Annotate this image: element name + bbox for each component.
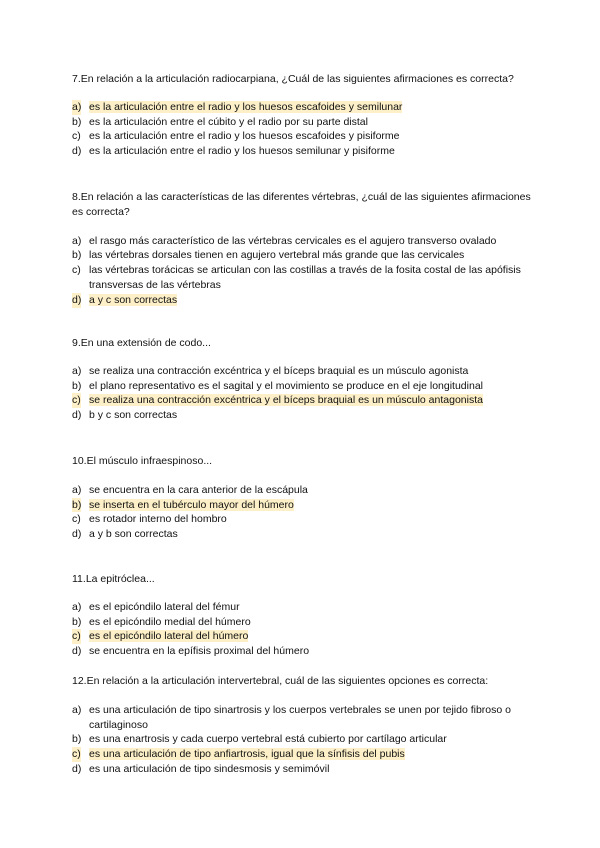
question-text: 12.En relación a la articulación intervertebral, cuál de las siguientes opciones es correcta: — [72, 675, 489, 687]
option-text: es rotador interno del hombro — [89, 513, 227, 526]
option-letter: c) — [72, 630, 81, 643]
option-letter: c) — [72, 264, 81, 277]
option-text: es la articulación entre el radio y los huesos escafoides y semilunar — [89, 100, 403, 113]
option-d — [72, 293, 542, 308]
option-letter: d) — [72, 528, 82, 541]
option-c — [72, 512, 542, 527]
option-d — [72, 762, 542, 777]
option-letter: c) — [72, 130, 81, 143]
options-list — [72, 364, 542, 423]
option-a — [72, 100, 542, 115]
option-text: a y b son correctas — [89, 528, 178, 541]
option-b — [72, 248, 542, 263]
question-text: 7.En relación a la articulación radiocarpiana, ¿Cuál de las siguientes afirmaciones es correcta? — [72, 73, 514, 85]
option-d — [72, 408, 542, 423]
question-7 — [72, 72, 542, 159]
option-d — [72, 527, 542, 542]
question-text: 11.La epitróclea... — [72, 573, 155, 585]
option-text: se realiza una contracción excéntrica y el bíceps braquial es un músculo agonista — [89, 364, 469, 377]
option-letter: c) — [72, 748, 81, 761]
question-11 — [72, 572, 542, 659]
option-text: es el epicóndilo lateral del húmero — [89, 630, 249, 643]
option-a — [72, 364, 542, 379]
option-c — [72, 747, 542, 762]
option-letter: a) — [72, 100, 82, 113]
option-b — [72, 498, 542, 513]
question-12 — [72, 674, 542, 777]
option-letter: d) — [72, 409, 82, 422]
option-letter: a) — [72, 483, 82, 496]
options-list — [72, 703, 542, 777]
option-a — [72, 703, 542, 733]
question-text: 9.En una extensión de codo... — [72, 337, 211, 349]
option-letter: a) — [72, 234, 82, 247]
option-text: las vértebras torácicas se articulan con las costillas a través de la fosita costal de las apófisis transversas de las vértebras — [89, 264, 521, 291]
option-text: es el epicóndilo lateral del fémur — [89, 600, 240, 613]
options-list — [72, 600, 542, 659]
option-c — [72, 263, 542, 293]
options-list — [72, 234, 542, 308]
option-letter: c) — [72, 394, 81, 407]
options-list — [72, 483, 542, 542]
options-list — [72, 100, 542, 159]
option-text: se encuentra en la epífisis proximal del húmero — [89, 645, 310, 658]
question-text: 8.En relación a las características de las diferentes vértebras, ¿cuál de las siguientes afirmaciones es correcta? — [72, 191, 531, 218]
option-a — [72, 600, 542, 615]
option-text: es el epicóndilo medial del húmero — [89, 615, 251, 628]
option-text: es la articulación entre el radio y los huesos semilunar y pisiforme — [89, 145, 395, 158]
option-letter: d) — [72, 145, 82, 158]
option-letter: d) — [72, 293, 82, 306]
option-c — [72, 129, 542, 144]
option-b — [72, 615, 542, 630]
option-text: es una articulación de tipo sinartrosis y los cuerpos vertebrales se unen por tejido fibroso o cartilaginoso — [89, 703, 511, 731]
option-d — [72, 644, 542, 659]
option-a — [72, 483, 542, 498]
option-letter: b) — [72, 249, 82, 262]
option-letter: b) — [72, 615, 82, 628]
question-text: 10.El músculo infraespinoso... — [72, 455, 213, 467]
option-letter: b) — [72, 379, 82, 392]
option-b — [72, 732, 542, 747]
option-letter: d) — [72, 645, 82, 658]
option-letter: b) — [72, 115, 82, 128]
question-9 — [72, 336, 542, 423]
option-letter: a) — [72, 364, 82, 377]
option-c — [72, 629, 542, 644]
option-text: el plano representativo es el sagital y el movimiento se produce en el eje longitudinal — [89, 379, 483, 392]
option-text: b y c son correctas — [89, 409, 178, 422]
option-text: es una articulación de tipo sindesmosis y semimóvil — [89, 762, 330, 775]
option-b — [72, 115, 542, 130]
option-letter: d) — [72, 762, 82, 775]
option-letter: a) — [72, 600, 82, 613]
question-8 — [72, 190, 542, 308]
option-c — [72, 393, 542, 408]
option-text: se inserta en el tubérculo mayor del húmero — [89, 498, 294, 511]
option-text: se realiza una contracción excéntrica y el bíceps braquial es un músculo antagonista — [89, 394, 483, 407]
option-letter: b) — [72, 733, 82, 746]
option-a — [72, 234, 542, 249]
option-text: las vértebras dorsales tienen en agujero vertebral más grande que las cervicales — [89, 249, 465, 262]
option-text: se encuentra en la cara anterior de la escápula — [89, 483, 308, 496]
option-text: el rasgo más característico de las vértebras cervicales es el agujero transverso ovalado — [89, 234, 497, 247]
option-text: es una enartrosis y cada cuerpo vertebral está cubierto por cartílago articular — [89, 733, 447, 746]
option-text: a y c son correctas — [89, 293, 178, 306]
question-10 — [72, 454, 542, 542]
option-letter: c) — [72, 513, 81, 526]
option-letter: a) — [72, 703, 82, 716]
option-text: es una articulación de tipo anfiartrosis, igual que la sínfisis del pubis — [89, 748, 405, 761]
option-b — [72, 379, 542, 394]
option-text: es la articulación entre el cúbito y el radio por su parte distal — [89, 115, 368, 128]
option-text: es la articulación entre el radio y los huesos escafoides y pisiforme — [89, 130, 400, 143]
option-letter: b) — [72, 498, 82, 511]
option-d — [72, 144, 542, 159]
